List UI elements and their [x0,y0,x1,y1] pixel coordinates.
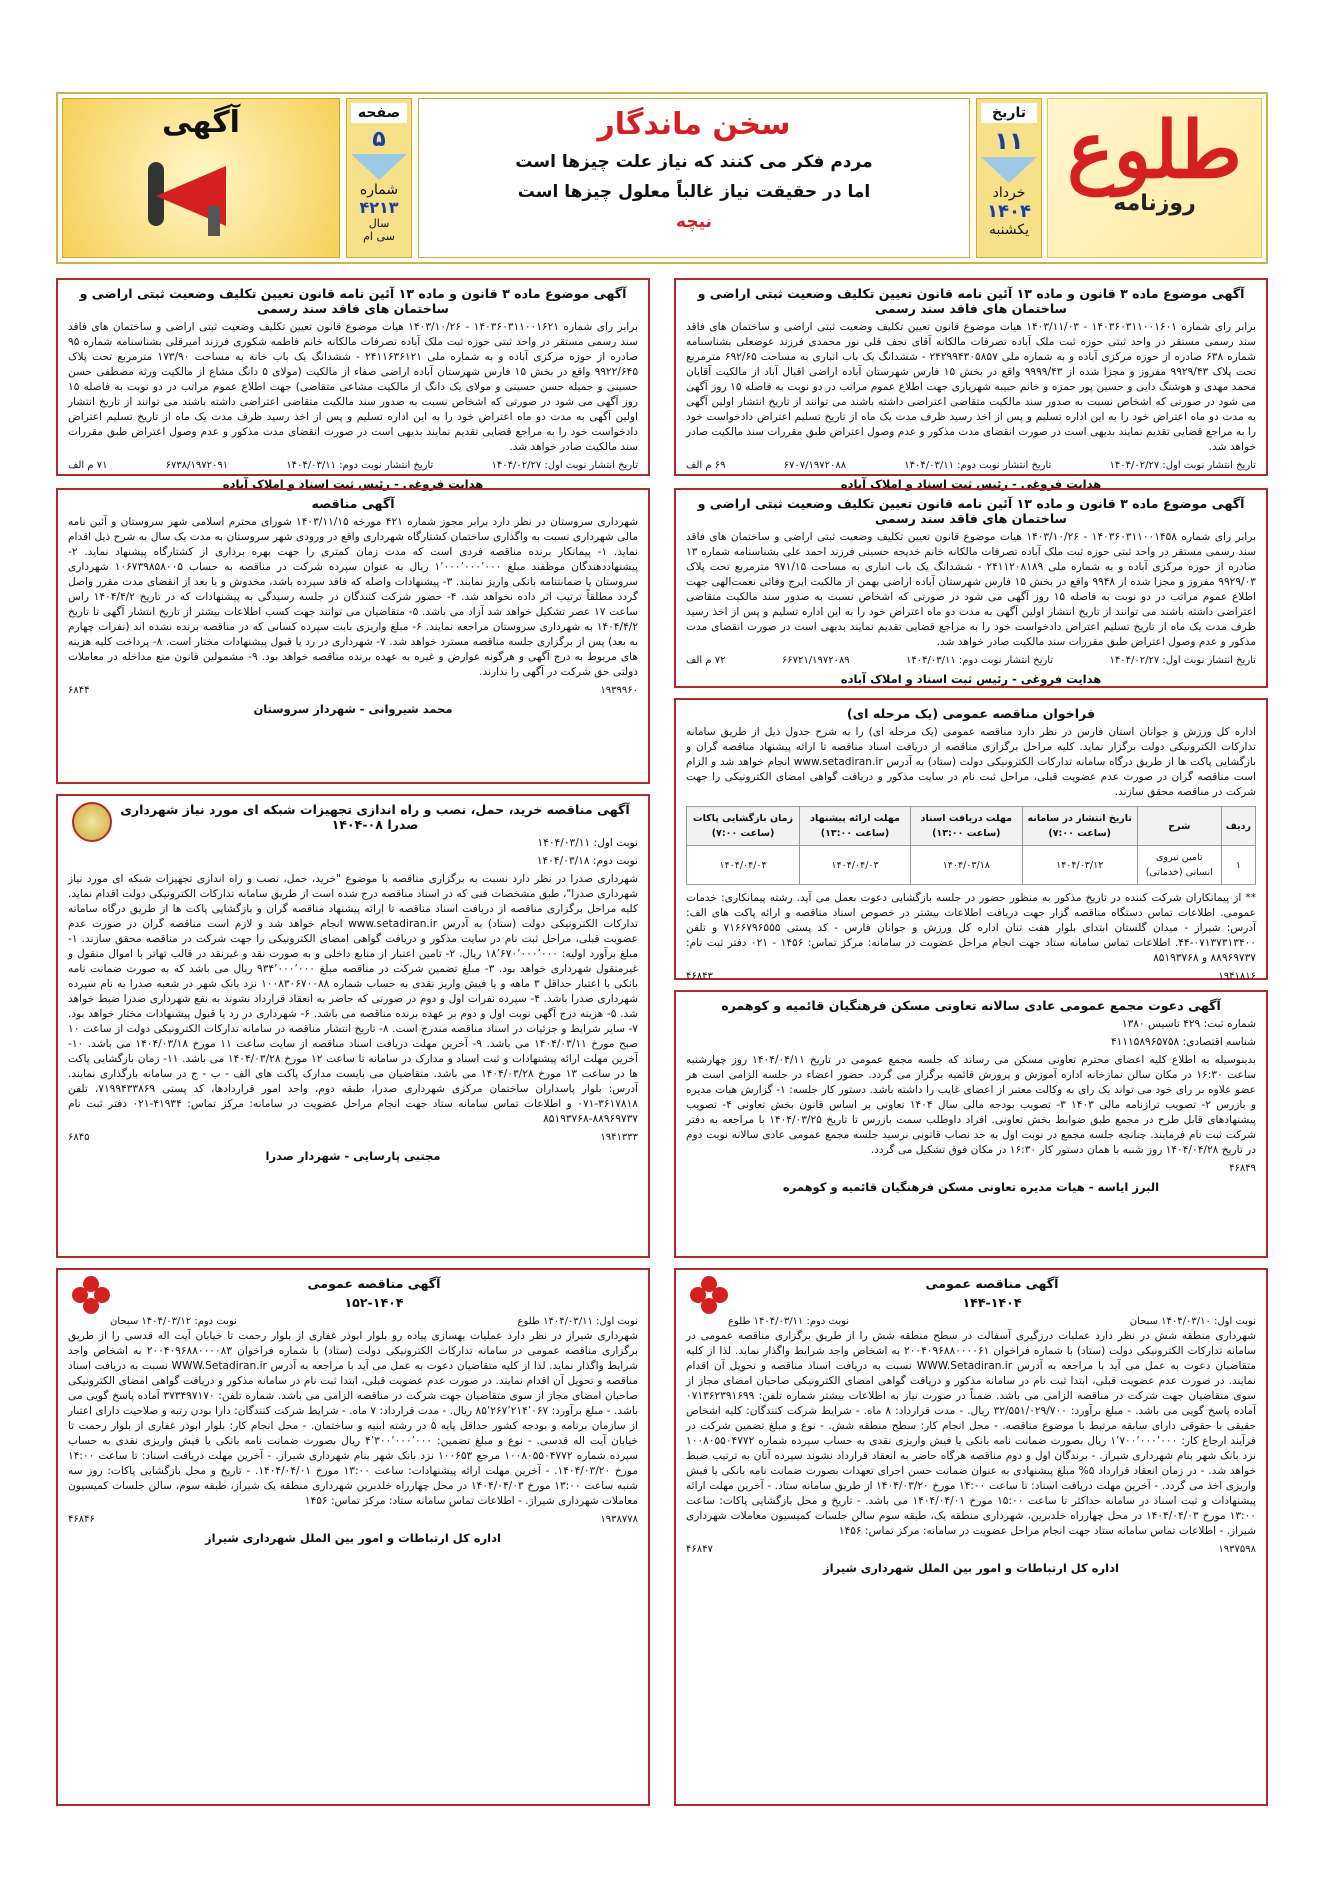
table-header-cell: مهلت ارائه پیشنهاد (ساعت ۱۳:۰۰) [800,807,911,846]
notice-title: آگهی موضوع ماده ۳ قانون و ماده ۱۳ آئین نامه قانون تعیین تکلیف وضعیت ثبتی اراضی و ساختمان های فاقد سند رسمی [79,286,627,316]
table-header-cell: مهلت دریافت اسناد (ساعت ۱۳:۰۰) [910,807,1022,846]
date-label: تاریخ [981,103,1037,123]
notice-title: آگهی مناقصه عمومی [307,1276,441,1291]
ad-title: آگهی [162,105,240,140]
notice-number: ۱۴۴-۱۴۰۴ [962,1295,1022,1310]
tender-schedule-table [686,806,1256,885]
page-number: ۵ [372,127,386,152]
notice-date-1: تاریخ انتشار نوبت اول: ۱۴۰۴/۰۲/۲۷ [491,460,638,471]
notice-code: ۱۹۳۷۵۹۸ [1218,1544,1256,1555]
newspaper-logo [1047,98,1262,258]
chevron-down-icon [981,157,1037,183]
notice-body: شهرداری صدرا در نظر دارد نسبت به برگزاری مناقصه با موضوع "خرید، حمل، نصب و راه اندازی تجهیزات شبکه ای مورد نیاز شهرداری صدرا"، طبق مشخصات فنی که در اسناد مناقصه درج شده است از طریق سامانه تدارکات الکترونیکی دولت اقدام نماید. کلیه مراحل برگزاری مناقصه از دریافت اسناد مناقصه تا ارائه پیشنهاد مناقصه گران و بازگشایی پاکت ها از طریق درگاه سامانه تدارکات الکترونیکی دولت (ستاد) به آدرس www.setadiran.ir انجام خواهد شد و لازم است مناقصه گران در صورت عدم عضویت قبلی، مراحل ثبت نام در سایت مذکور و دریافت گواهی امضای الکترونیکی را جهت شرکت در مناقصه محقق سازند. ۱- مبلغ برآورد اولیه: ۱۸٬۶۷۰٬۰۰۰٬۰۰۰ ریال. ۲- تامین اعتبار از منابع داخلی و به صورت نقد و غیرنقد در قالب تهاتر با اموال منقول و غیرمنقول شهرداری خواهد بود. ۳- مبلغ تضمین شرکت در مناقصه مبلغ ۹۳۴٬۰۰۰٬۰۰۰ ریال می باشد که به صورت ضمانت نامه بانکی با اعتبار حداقل ۳ ماهه و یا فیش واریز نقدی به حساب شماره ۱۰۰۸۳۰۶۷۰۰۸۸ نزد بانک شهر در شعبه صدرا به نام سپرده شهرداری صدرا باشد. ۴- سپرده نفرات اول و دوم در صورتی که حاضر به انعقاد قرارداد نشوند به نفع شهرداری صدرا ضبط خواهد شد. ۵- هزینه درج آگهی نوبت اول و دوم بر عهده برنده مناقصه می باشد. ۶- شهرداری در رد یا قبول پیشنهادات مختار خواهد بود. ۷- سایر شرایط و جزئیات در اسناد مناقصه مندرج است. ۸- تاریخ انتشار مناقصه در سامانه تدارکات الکترونیکی دولت از ساعت ۱۰ صبح مورخ ۱۴۰۴/۰۳/۱۱ می باشد. ۹- آخرین مهلت دریافت اسناد مناقصه از سایت ساعت ۱۱ مورخ ۱۴۰۴/۰۳/۱۸ می باشد. ۱۰- آخرین مهلت ارائه پیشنهادات و ثبت اسناد و مدارک در سامانه تا ساعت ۱۲ مورخ ۱۴۰۴/۰۳/۲۸ می باشد. ۱۱- زمان بازگشایی پاکت ها در ساعت ۱۳ مورخ ۱۴۰۴/۰۳/۲۸ می باشد. متقاضیان می بایست مدارک پاکت های الف - ب - ج در سامانه بارگذاری نمایند. آدرس: بلوار پاسداران ساختمان مرکزی شهرداری صدرا، طبقه دوم، واحد امور قراردادها، کد پستی ۷۱۹۹۴۳۳۸۶۹، تلفن ۳۶۱۷۸۱۸-۰۷۱ و اطلاعات تماس سامانه ستاد جهت انجام مراحل عضویت در سامانه: مرکز تماس: ۴۱۹۳۴-۰۲۱ دفتر ثبت نام ۸۸۹۶۹۷۳۷-۸۵۱۹۳۷۶۸ [68,873,639,1125]
quote-line-1: مردم فکر می کنند که نیاز علت چیزها است [515,152,873,172]
notice-code: ۱۹۳۸۷۷۸ [600,1514,638,1525]
date-day: ۱۱ [994,127,1024,155]
notice-code: ۶۶۷۲۱/۱۹۷۲۰۸۹ [781,655,850,666]
notice-ref: ۷۲ م الف [686,655,726,666]
notice-ref: ۴۶۸۴۷ [686,1544,713,1555]
notice-title: آگهی مناقصه [311,496,395,511]
table-cell: ۱۴۰۴/۰۳/۱۸ [910,846,1022,885]
notice-signer: هدایت فروغی - رئیس ثبت اسناد و املاک آباده [840,477,1102,491]
table-cell: تامین نیروی انسانی (خدماتی) [1137,846,1221,885]
year-value: سی ام [363,230,395,243]
notice-code: ۶۷۰۷/۱۹۷۲۰۸۸ [783,460,847,471]
table-cell: ۱۴۰۴/۰۳/۱۲ [1022,846,1137,885]
notice-pub-1: نوبت اول: ۱۴۰۴/۰۳/۱۰ سبحان [1129,1316,1256,1327]
notice-a3 [674,488,1268,688]
notice-a4 [56,488,650,784]
notice-economic-id: شناسه اقتصادی: ۴۱۱۱۵۸۹۶۵۷۵۸ [1110,1036,1256,1048]
notice-body: شهرداری منطقه شش در نظر دارد عملیات درزگیری آسفالت در سطح منطقه شش را از طریق برگزاری مناقصه عمومی در سامانه تدارکات الکترونیکی دولت (ستاد) با شماره فراخوان ۲۰۰۴۰۹۶۸۸۰۰۰۰۶۱ به اشخاص واجد شرایط واگذار نماید. لذا از کلیه متقاضیان دعوت به عمل می آید با مراجعه به آدرس WWW.Setadiran.ir نسبت به دریافت اسناد مناقصه و تحویل آن اقدام نمایند. در صورت عدم عضویت قبلی، ابتدا ثبت نام در سامانه مذکور و دریافت گواهی امضای الکترونیکی صاحبان امضای مجاز از سوی متقاضیان جهت شرکت در مناقصه الزامی می باشد. ضمناً در صورت نیاز به اطلاعات بیشتر شماره تلفن: ۰۷۱۳۶۲۳۹۱۶۹۹ آماده پاسخ گویی می باشد. - مبلغ برآورد: ۳۲/۵۵۱/۰۲۹/۷۰۰ ریال. - مدت قرارداد: ۸ ماه. - شرایط شرکت کنندگان: کلیه اشخاص حقیقی با حقوقی دارای سابقه مرتبط با موضوع مناقصه. - محل انجام کار: سطح منطقه شش. - نوع و مبلغ تضمین شرکت در فرآیند ارجاع کار: ۱٬۷۰۰٬۰۰۰٬۰۰۰ ریال بصورت ضمانت نامه بانکی یا فیش واریزی نقدی به حساب سپرده شماره ۱۰۰۸۰۵۵۰۴۷۷۲ نزد بانک شهر بنام شهرداری شیراز. - برندگان اول و دوم مناقصه هرگاه حاضر به انعقاد قرارداد نشوند سپرده آنان به ترتیب ضبط خواهد شد. - در زمان انعقاد قرارداد ۵% مبلغ پیشنهادی به عنوان ضمانت حسن اجرای تعهدات بصورت ضمانت نامه بانکی یا فیش واریزی اخذ می گردد. - آخرین مهلت دریافت اسناد: تا ساعت ۱۴:۰۰ مورخ ۱۴۰۴/۰۳/۲۰ از طریق سامانه ستاد. - آخرین مهلت ارائه پیشنهادات و ثبت اسناد در سامانه حداکثر تا ساعت ۱۵:۰۰ مورخ ۱۴۰۴/۰۴/۰۱ می باشد. - تاریخ و محل بازگشایی پاکات: ساعت ۱۳:۰۰ مورخ ۱۴۰۴/۰۴/۰۳ در محل چهارراه خلدبرین، شهرداری منطقه یک، طبقه سوم سالن جلسات کمیسیون معاملات شهرداری شیراز. - اطلاعات تماس سامانه ستاد جهت انجام مراحل عضویت در سامانه: مرکز تماس: ۱۴۵۶ [686,1330,1257,1537]
notice-meta [68,683,638,698]
table-cell: ۱۴۰۴/۰۴/۰۳ [800,846,911,885]
notice-date-1: تاریخ انتشار نوبت اول: ۱۴۰۴/۰۲/۲۷ [1109,655,1256,666]
notice-title: فراخوان مناقصه عمومی (یک مرحله ای) [846,706,1096,721]
chevron-down-icon [351,154,407,180]
date-month: خرداد [992,185,1026,201]
notice-a5 [674,698,1268,980]
notice-date-2: تاریخ انتشار نوبت دوم: ۱۴۰۴/۰۳/۱۱ [904,460,1052,471]
notice-signer: البرز ایاسه - هیات مدیره تعاونی مسکن فرهنگیان قائمیه و کوهمره [782,1180,1160,1194]
quote-panel [418,98,970,258]
notice-title: آگهی دعوت مجمع عمومی عادی سالانه تعاونی مسکن فرهنگیان قائمیه و کوهمره [721,998,1221,1013]
year-label: سال [368,217,390,230]
notice-date-2: تاریخ انتشار نوبت دوم: ۱۴۰۴/۰۳/۱۱ [906,655,1054,666]
notice-body: برابر رای شماره ۱۴۰۳۶۰۳۱۱۰۰۱۶۰۱ - ۱۴۰۳/۱۱/۰۳ هیات موضوع قانون تعیین تکلیف وضعیت ثبتی اراضی و ساختمان های فاقد سند رسمی مستقر در واحد ثبتی حوزه ثبت ملک آباده تصرفات مالکانه آقای نجف قلی نور محمدی فرزند عوضعلی بشناسنامه شماره ۶۳۸ صادره از حوزه مرکزی آباده و به شماره ملی ۲۴۲۹۹۴۳۰۵۸۵۷ - ششدانگ یک باب انباری به مساحت ۶۹۲/۶۵ مترمربع تحت پلاک ۹۹۲۹/۴۳ مفروز و مجزا شده از ۹۹۹۹/۴۳ واقع در بخش ۱۵ فارس شهرستان آباده اراضی اقبال آباد از مالکیت آقایان محمد مهدی و هوشنگ دایی و حسین پور حمزه و خانم حبیبه شهریاری جهت اطلاع عموم مراتب در دو نوبت به فاصله ۱۵ روز آگهی می شود در صورتی که اشخاص نسبت به صدور سند مالکیت متقاضی اعتراضی داشته باشند می توانند از تاریخ انتشار اولین آگهی به مدت دو ماه اعتراض خود را به این اداره تسلیم و پس از اخذ رسید ظرف مدت یک ماه از تاریخ تسلیم اعتراض دادخواست خود را به مراجع قضایی تقدیم نمایند بدیهی است در صورت انقضای مدت مذکور و عدم وصول اعتراض طبق مقررات سند مالکیت صادر خواهد شد. [686,321,1257,453]
shiraz-municipality-logo-icon [690,1276,728,1314]
quote-author: نیچه [676,212,712,232]
page-panel [346,98,412,258]
ad-panel [62,98,340,258]
issue-label: شماره [359,182,399,198]
notice-ref: ۴۶۸۴۹ [1229,1163,1256,1174]
notice-title: آگهی مناقصه خرید، حمل، نصب و راه اندازی تجهیزات شبکه ای مورد نیاز شهرداری صدرا ۰۸-۱۴۰۴ [120,802,630,832]
notice-meta [686,969,1256,984]
logo-subtitle: روزنامه [1113,191,1196,216]
notice-a8 [674,1268,1268,1806]
notice-pub-2: نوبت دوم: ۱۴۰۴/۰۳/۱۱ طلوع [728,1316,850,1327]
notice-body: بدینوسیله به اطلاع کلیه اعضای محترم تعاونی مسکن می رساند که جلسه مجمع عمومی در تاریخ ۱۴۰۴/۰۴/۱۱ روز چهارشنبه ساعت ۱۶:۳۰ در مکان سالن نمازخانه اداره آموزش و پرورش قائمیه برگزار می گردد. حضور اعضاء در جلسه الزامی است هر عضو علاوه بر رای خود می تواند یک رای به وکالت معتبر از اعضای غایب را داشته باشد. دستور کار جلسه: ۱- گزارش هیات مدیره و بازرس ۲- تصویب ترازنامه مالی ۱۴۰۳ ۳- تصویب بودجه مالی سال ۱۴۰۴ تعاونی بر اساس قانون بخش تعاونی ۴- تصویب پیشنهادهای قابل طرح در مجمع طبق ضوابط بخش تعاونی. افراد داوطلب سمت بازرس تا تاریخ ۱۴۰۴/۰۳/۲۵ با مراجعه به دفتر شرکت ثبت نام فرمایند. چنانچه جلسه مجمع در نوبت اول به حد نصاب قانونی نرسید جلسه مجمع عمومی عادی سالانه نوبت دوم در تاریخ ۱۴۰۴/۰۴/۲۸ روز شنبه با همان دستور کار ۱۶:۳۰ در مکان فوق تشکیل می گردد. [686,1054,1257,1156]
notice-ref: ۶۹ م الف [686,460,726,471]
notice-title: آگهی موضوع ماده ۳ قانون و ماده ۱۳ آئین نامه قانون تعیین تکلیف وضعیت ثبتی اراضی و ساختمان های فاقد سند رسمی [697,496,1245,526]
notice-signer: هدایت فروغی - رئیس ثبت اسناد و املاک آباده [222,477,484,491]
table-header-cell: شرح [1137,807,1221,846]
notice-signer: اداره کل ارتباطات و امور بین الملل شهرداری شیراز [205,1531,501,1545]
notice-meta [686,458,1256,473]
table-row [687,846,1256,885]
date-weekday: یکشنبه [988,222,1030,238]
table-header-row [687,807,1256,846]
notice-pub-1: نوبت اول: ۱۴۰۴/۰۳/۱۱ [537,837,638,849]
notice-meta [686,1161,1256,1176]
table-cell: ۱۴۰۴/۰۴/۰۴ [687,846,800,885]
notice-signer: محمد شیروانی - شهردار سروستان [253,702,453,716]
notice-registration: شماره ثبت: ۴۲۹ تاسیس ۱۳۸۰ [1121,1018,1256,1030]
notice-signer: هدایت فروغی - رئیس ثبت اسناد و املاک آباده [840,672,1102,686]
notice-publication-dates [728,1314,1256,1329]
notice-code: ۱۹۴۱۳۳۳ [600,1132,638,1143]
sadra-municipality-emblem-icon [72,802,112,842]
notice-body: شهرداری سروستان در نظر دارد برابر مجوز شماره ۴۲۱ مورخه ۱۴۰۳/۱۱/۱۵ شورای محترم اسلامی شهر سروستان و آئین نامه مالی شهرداری نسبت به واگذاری ساختمان کشتارگاه شهرداری واقع در ورودی شهر سروستان به مدت یک سال به شرح ذیل اقدام نماید. ۱- پیمانکار برنده مناقصه فردی است که مدت زمان کمتری را جهت بهره برداری از کشتارگاه پیشنهاد نماید. ۲- پیشنهاددهندگان موظفند مبلغ ۱٬۰۰۰٬۰۰۰٬۰۰۰ ریال به عنوان سپرده شرکت در مناقصه به حساب ۱۰۶۷۳۹۸۵۸۰۰۵ شهرداری سروستان یا ضمانتنامه بانکی واریز نمایند. ۳- پیشنهادات واصله که فاقد سپرده باشد، مخدوش و یا بعد از انقضای مدت مقرر واصل گردد مطلقاً ترتیب اثر داده نخواهد شد. ۴- حضور شرکت کنندگان در جلسه رسیدگی به پیشنهادات که در تاریخ ۱۴۰۴/۴/۲ راس ساعت ۱۷ عصر تشکیل خواهد شد آزاد می باشد. ۵- متقاضیان می توانند جهت کسب اطلاعات بیشتر از تاریخ انتشار آگهی تا تاریخ ۱۴۰۴/۴/۲ به شهرداری سروستان مراجعه نمایند. ۶- مبلغ واریزی بابت سپرده کسانی که در مناقصه برنده نشده اند (نفرات چهارم به بعد) پس از برگزاری جلسه مناقصه مسترد خواهد شد. ۷- شهرداری در رد یا قبول پیشنهادات مختار است. ۸- پرداخت کلیه هزینه های مربوط به درج آگهی و هرگونه عوارض و غیره به عهده برنده مناقصه خواهد بود. ۹- مشمولین قانون منع مداخله در معاملات دولتی حق شرکت در آگهی را ندارند. [68,516,639,678]
notice-title: آگهی مناقصه عمومی [925,1276,1059,1291]
notice-meta [686,1542,1256,1557]
date-year: ۱۴۰۴ [987,201,1031,222]
notice-pub-2: نوبت دوم: ۱۴۰۴/۰۳/۱۸ [536,855,638,867]
logo-word: طلوع [1067,105,1242,196]
notice-code: ۶۷۳۸/۱۹۷۲۰۹۱ [165,460,229,471]
notice-publication-dates [110,1314,638,1329]
issue-number: ۴۲۱۳ [359,198,399,217]
notice-body: برابر رای شماره ۱۴۰۳۶۰۳۱۱۰۰۱۴۵۸ - ۱۴۰۳/۱۰/۲۶ هیات موضوع قانون تعیین تکلیف وضعیت ثبتی اراضی و ساختمان های فاقد سند رسمی مستقر در واحد ثبتی حوزه ثبت ملک آباده تصرفات مالکانه خانم خدیجه حسینی فرزند احمد علی بشناسنامه شماره ۱۳ صادره از حوزه مرکزی آباده و به شماره ملی ۲۴۱۱۲۰۸۱۸۹ - ششدانگ یک باب انباری به مساحت ۹۷۱/۱۵ مترمربع تحت پلاک ۹۹۲۹/۰۳ مفروز و مجزا شده از ۹۹۴۸ واقع در بخش ۱۵ فارس شهرستان آباده اراضی بهمن از مالکیت ایرج وفائی نعمت‌الهی جهت اطلاع عموم مراتب در دو نوبت به فاصله ۱۵ روز آگهی می شود در صورتی که اشخاص نسبت به صدور سند مالکیت متقاضی اعتراضی داشته باشند می توانند از تاریخ انتشار اولین آگهی به مدت دو ماه اعتراض خود را به این اداره تسلیم و پس از اخذ رسید ظرف مدت یک ماه از تاریخ تسلیم اعتراض دادخواست خود را به مراجع قضایی تقدیم نمایند بدیهی است در صورت انقضای مدت مذکور و عدم وصول اعتراض طبق مقررات سند مالکیت صادر خواهد شد. [686,531,1256,648]
notice-number: ۱۵۲-۱۴۰۴ [344,1295,404,1310]
quote-title: سخن ماندگار [597,107,791,142]
notice-pub-1: نوبت اول: ۱۴۰۴/۰۳/۱۱ طلوع [517,1316,638,1327]
notice-a9 [56,1268,650,1806]
notice-ref: ۴۶۸۴۳ [686,971,713,982]
table-header-cell: زمان بازگشایی پاکات (ساعت ۷:۰۰) [687,807,800,846]
quote-line-2: اما در حقیقت نیاز غالباً معلول چیزها است [517,182,871,202]
notice-a6 [56,794,650,1258]
notice-ref: ۶۸۴۵ [68,1132,90,1143]
notice-code: ۱۹۴۱۸۱۶ [1218,971,1256,982]
notice-a2 [56,278,650,491]
notice-title: آگهی موضوع ماده ۳ قانون و ماده ۱۳ آئین نامه قانون تعیین تکلیف وضعیت ثبتی اراضی و ساختمان های فاقد سند رسمی [697,286,1245,316]
page-label: صفحه [351,103,407,123]
notice-body: شهرداری شیراز در نظر دارد عملیات بهسازی پیاده رو بلوار ابوذر غفاری از بلوار رحمت تا خیابان آیت اله قدسی را از طریق برگزاری مناقصه عمومی در سامانه تدارکات الکترونیکی دولت (ستاد) با شماره فراخوان ۲۰۰۴۰۹۶۸۸۰۰۰۰۸۳ به اشخاص واجد شرایط واگذار نماید. لذا از کلیه متقاضیان دعوت به عمل می آید با مراجعه به آدرس WWW.Setadiran.ir نسبت به دریافت اسناد مناقصه و تحویل آن اقدام نمایند. در صورت عدم عضویت قبلی، ابتدا ثبت نام در سامانه مذکور و دریافت گواهی امضای الکترونیکی صاحبان امضای مجاز از سوی متقاضیان جهت شرکت در مناقصه الزامی می باشد. شماره تلفن: ۳۷۳۴۹۷۱۷۰ آماده پاسخ گویی می باشد. - مبلغ برآورد: ۸۵٬۲۶۷٬۲۱۴٬۰۶۷ ریال. - مدت قرارداد: ۷ ماه. - شرایط شرکت کنندگان: دارا بودن رتبه و صلاحیت دارای اعتبار از سازمان برنامه و بودجه کشور حداقل پایه ۵ در رشته ابنیه و ساختمان. - محل انجام کار: بلوار ابوذر غفاری از بلوار رحمت تا خیابان آیت اله قدسی. - نوع و مبلغ تضمین: ۴٬۳۰۰٬۰۰۰٬۰۰۰ ریال بصورت ضمانت نامه بانکی یا فیش واریزی نقدی به حساب سپرده شماره ۱۰۰۸۰۵۵۰۴۷۷۲ مرجع ۱۰۰۶۵۳ نزد بانک شهر بنام شهرداری شیراز. - آخرین مهلت دریافت اسناد: تا ساعت ۱۴:۰۰ مورخ ۱۴۰۴/۰۳/۲۰. - آخرین مهلت ارائه پیشنهادات: ساعت ۱۳:۰۰ مورخ ۱۴۰۴/۰۴/۰۱. - تاریخ و محل بازگشایی پاکات: روز سه شنبه ساعت ۱۳:۰۰ مورخ ۱۴۰۴/۰۴/۰۳ در محل چهارراه خلدبرین شهرداری منطقه یک شیراز، طبقه سوم، سالن جلسات کمیسیون معاملات شهرداری شیراز. - اطلاعات تماس سامانه ستاد: مرکز تماس: ۱۴۵۶ [68,1330,639,1507]
notice-signer: مجتبی پارسایی - شهردار صدرا [265,1149,441,1163]
table-header-cell: ردیف [1221,807,1255,846]
newspaper-page [56,92,1268,1806]
megaphone-icon [146,148,256,238]
notice-signer: اداره کل ارتباطات و امور بین الملل شهرداری شیراز [823,1561,1119,1575]
date-panel [976,98,1042,258]
notice-date-1: تاریخ انتشار نوبت اول: ۱۴۰۴/۰۲/۲۷ [1109,460,1256,471]
shiraz-municipality-logo-icon [72,1276,110,1314]
notice-ref: ۷۱ م الف [68,460,108,471]
notice-a1 [674,278,1268,491]
notice-meta [686,653,1256,668]
notice-code: ۱۹۳۹۹۶۰ [600,685,638,696]
notice-a7 [674,990,1268,1258]
notice-body: اداره کل ورزش و جوانان استان فارس در نظر دارد مناقصه عمومی (یک مرحله ای) را به شرح جدول ذیل از طریق سامانه تدارکات الکترونیکی دولت برگزار نماید. کلیه مراحل برگزاری مناقصه از دریافت اسناد مناقصه تا ارائه پیشنهاد مناقصه گران و بازگشایی پاکت ها از طریق درگاه سامانه تدارکات الکترونیکی دولت (ستاد) به آدرس www.setadiran.ir انجام خواهد شد و الزام است مناقصه گران در صورت عدم عضویت قبلی، مراحل ثبت نام در سایت مذکور و دریافت گواهی امضای الکترونیکی را جهت شرکت در مناقصه محقق سازند. [686,726,1256,798]
notice-meta [68,1130,638,1145]
notice-ref: ۴۶۸۴۶ [68,1514,95,1525]
notice-meta [68,458,638,473]
notice-body: برابر رای شماره ۱۴۰۳۶۰۳۱۱۰۰۱۶۲۱ - ۱۴۰۳/۱۰/۲۶ هیات موضوع قانون تعیین تکلیف وضعیت ثبتی اراضی و ساختمان های فاقد سند رسمی مستقر در واحد ثبتی حوزه ثبت ملک آباده تصرفات مالکانه خانم فاطمه شکوری فرزند امیرقلی بشناسنامه شماره ۹۵ صادره از حوزه مرکزی آباده و به شماره ملی ۲۴۱۱۶۳۶۱۲۱ - ششدانگ یک باب خانه به مساحت ۱۷۳/۹۰ مترمربع تحت پلاک ۹۹۲۲/۶۴۵ واقع در بخش ۱۵ فارس شهرستان آباده اراضی صفاء از مالکیت (مولای ۵ دانگ مشاع از مالکیت ورثه مصطفی حسن حسینی و جمیله حسن حسینی و مولای یک دانگ از مالکیت مشاعی متقاضی) جهت اطلاع عموم مراتب در دو نوبت به فاصله ۱۵ روز آگهی می شود در صورتی که اشخاص نسبت به صدور سند مالکیت متقاضی اعتراضی داشته باشند می توانند از تاریخ انتشار اولین آگهی به مدت دو ماه اعتراض خود را به این اداره تسلیم و پس از اخذ رسید ظرف مدت یک ماه از تاریخ تسلیم اعتراض دادخواست خود را به مراجع قضایی تقدیم نمایند بدیهی است در صورت انقضای مدت مذکور و عدم وصول اعتراض طبق مقررات سند مالکیت صادر خواهد شد. [68,321,639,453]
masthead [56,92,1268,264]
notice-date-2: تاریخ انتشار نوبت دوم: ۱۴۰۴/۰۳/۱۱ [286,460,434,471]
notice-meta [68,1512,638,1527]
table-header-cell: تاریخ انتشار در سامانه (ساعت ۷:۰۰) [1022,807,1137,846]
table-cell: ۱ [1221,846,1255,885]
notice-notes: ** از پیمانکاران شرکت کننده در تاریخ مذکور به منظور حضور در جلسه بازگشایی دعوت بعمل می آید. رشته پیمانکاری: خدمات عمومی. اطلاعات تماس دستگاه مناقصه گزار جهت دریافت اطلاعات بیشتر در خصوص اسناد مناقصه و ارائه پاکت های الف: آدرس: شیراز - میدان گلستان ابتدای بلوار هفت تنان اداره کل ورزش و جوانان فارس - کد پستی ۷۱۶۶۷۹۶۵۵۵ و تلفن ۰۷۱۳۷۳۱۳۴۰۰-۴۴. اطلاعات تماس سامانه ستاد جهت انجام مراحل عضویت در سامانه: مرکز تماس: ۱۴۵۶ - ۰۲۱ دفتر ثبت نام: ۸۸۹۶۹۷۳۷ و ۸۵۱۹۳۷۶۸ [686,892,1257,964]
notice-ref: ۶۸۴۴ [68,685,90,696]
notice-pub-2: نوبت دوم: ۱۴۰۴/۰۳/۱۲ سبحان [110,1316,237,1327]
